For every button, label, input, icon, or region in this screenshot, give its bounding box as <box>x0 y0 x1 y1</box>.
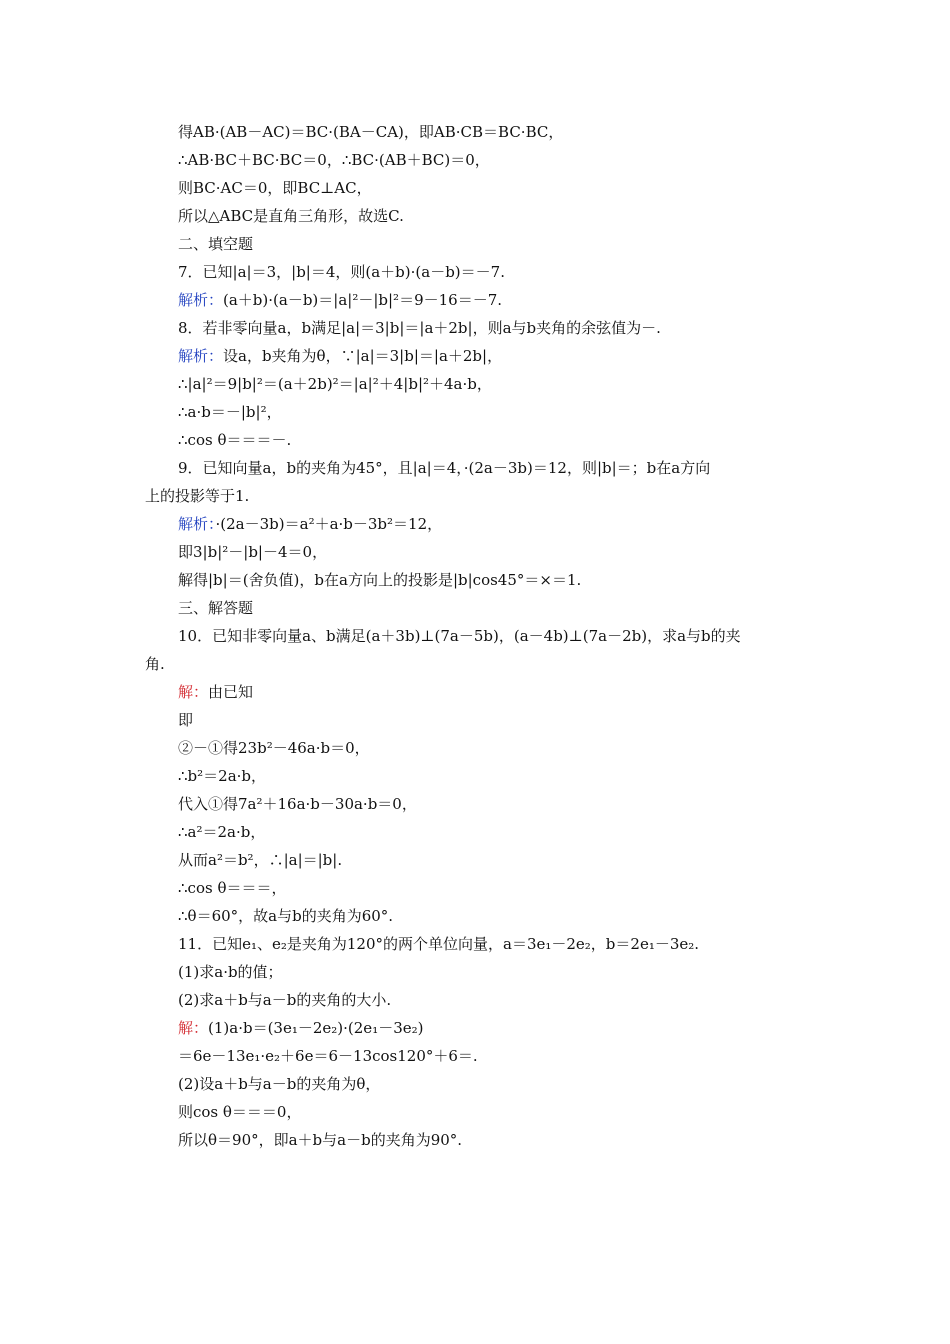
text-line <box>145 1014 810 1042</box>
text-line <box>145 1098 810 1126</box>
line-text: 即3|b|²－|b|－4＝0， <box>178 543 328 561</box>
line-text: 所以△ABC是直角三角形，故选C. <box>178 207 404 225</box>
text-line <box>145 874 810 902</box>
text-line <box>145 902 810 930</box>
line-text: 解得|b|＝(舍负值)，b在a方向上的投影是|b|cos45°＝×＝1. <box>178 571 582 589</box>
text-line <box>145 174 810 202</box>
text-line <box>145 370 810 398</box>
solution-text <box>145 118 810 1154</box>
text-line <box>145 986 810 1014</box>
line-text: (2)设a＋b与a－b的夹角为θ， <box>178 1075 381 1093</box>
line-text: 上的投影等于1. <box>145 487 250 505</box>
line-text: ·(2a－3b)＝a²＋a·b－3b²＝12， <box>215 515 443 533</box>
text-line <box>145 958 810 986</box>
text-line <box>145 426 810 454</box>
text-line <box>145 1070 810 1098</box>
line-text: 7．已知|a|＝3，|b|＝4，则(a＋b)·(a－b)＝－7. <box>178 263 505 281</box>
line-text: ∴b²＝2a·b， <box>178 767 267 785</box>
text-line <box>145 706 810 734</box>
solution-label: 解： <box>178 1019 209 1037</box>
text-line <box>145 258 810 286</box>
line-text: 由已知 <box>208 683 254 701</box>
solution-label: 解析： <box>178 291 224 309</box>
line-text: ∴a²＝2a·b， <box>178 823 266 841</box>
text-line <box>145 398 810 426</box>
line-text: 三、解答题 <box>178 599 254 617</box>
text-line <box>145 1042 810 1070</box>
text-line <box>145 230 810 258</box>
line-text: ∴|a|²＝9|b|²＝(a＋2b)²＝|a|²＋4|b|²＋4a·b， <box>178 375 492 393</box>
line-text: ∴a·b＝－|b|²， <box>178 403 282 421</box>
line-text: (1)a·b＝(3e₁－2e₂)·(2e₁－3e₂) <box>208 1019 424 1037</box>
text-line <box>145 846 810 874</box>
line-text: ∴cos θ＝＝＝－. <box>178 431 292 449</box>
text-line <box>145 678 810 706</box>
line-text: 则BC·AC＝0，即BC⊥AC， <box>178 179 372 197</box>
line-text: ＝6e－13e₁·e₂＋6e＝6－13cos120°＋6＝. <box>178 1047 478 1065</box>
line-text: ②－①得23b²－46a·b＝0， <box>178 739 370 757</box>
text-line <box>145 342 810 370</box>
text-line <box>145 818 810 846</box>
line-text: 则cos θ＝＝＝0， <box>178 1103 302 1121</box>
text-line <box>145 930 810 958</box>
line-text: (2)求a＋b与a－b的夹角的大小. <box>178 991 392 1009</box>
text-line <box>145 482 810 510</box>
text-line <box>145 510 810 538</box>
text-line <box>145 566 810 594</box>
line-text: ∴θ＝60°，故a与b的夹角为60°. <box>178 907 394 925</box>
line-text: 即 <box>178 711 194 729</box>
text-line <box>145 454 810 482</box>
line-text: (a＋b)·(a－b)＝|a|²－|b|²＝9－16＝－7. <box>223 291 503 309</box>
line-text: 11．已知e₁、e₂是夹角为120°的两个单位向量，a＝3e₁－2e₂，b＝2e₁－3e₂. <box>178 935 700 953</box>
line-text: 角. <box>145 655 165 673</box>
text-line <box>145 650 810 678</box>
text-line <box>145 594 810 622</box>
line-text: 8．若非零向量a，b满足|a|＝3|b|＝|a＋2b|，则a与b夹角的余弦值为－. <box>178 319 661 337</box>
solution-label: 解析： <box>178 347 224 365</box>
text-line <box>145 202 810 230</box>
solution-label: 解： <box>178 683 209 701</box>
text-line <box>145 314 810 342</box>
line-text: 所以θ＝90°，即a＋b与a－b的夹角为90°. <box>178 1131 463 1149</box>
text-line <box>145 118 810 146</box>
solution-label: 解析： <box>178 515 216 533</box>
line-text: (1)求a·b的值； <box>178 963 283 981</box>
text-line <box>145 538 810 566</box>
line-text: 从而a²＝b²，∴|a|＝|b|. <box>178 851 343 869</box>
line-text: 二、填空题 <box>178 235 254 253</box>
text-line <box>145 762 810 790</box>
text-line <box>145 734 810 762</box>
line-text: 设a，b夹角为θ，∵|a|＝3|b|＝|a＋2b|， <box>223 347 503 365</box>
text-line <box>145 146 810 174</box>
line-text: 10．已知非零向量a、b满足(a＋3b)⊥(7a－5b)，(a－4b)⊥(7a－2b)，求a与b的夹 <box>178 627 741 645</box>
text-line <box>145 1126 810 1154</box>
text-line <box>145 286 810 314</box>
line-text: ∴AB·BC＋BC·BC＝0，∴BC·(AB＋BC)＝0， <box>178 151 490 169</box>
line-text: 9．已知向量a，b的夹角为45°，且|a|＝4，·(2a－3b)＝12，则|b|＝；b在a方向 <box>178 459 711 477</box>
text-line <box>145 790 810 818</box>
line-text: 代入①得7a²＋16a·b－30a·b＝0， <box>178 795 417 813</box>
text-line <box>145 622 810 650</box>
line-text: ∴cos θ＝＝＝， <box>178 879 287 897</box>
line-text: 得AB·(AB－AC)＝BC·(BA－CA)，即AB·CB＝BC·BC， <box>178 123 564 141</box>
